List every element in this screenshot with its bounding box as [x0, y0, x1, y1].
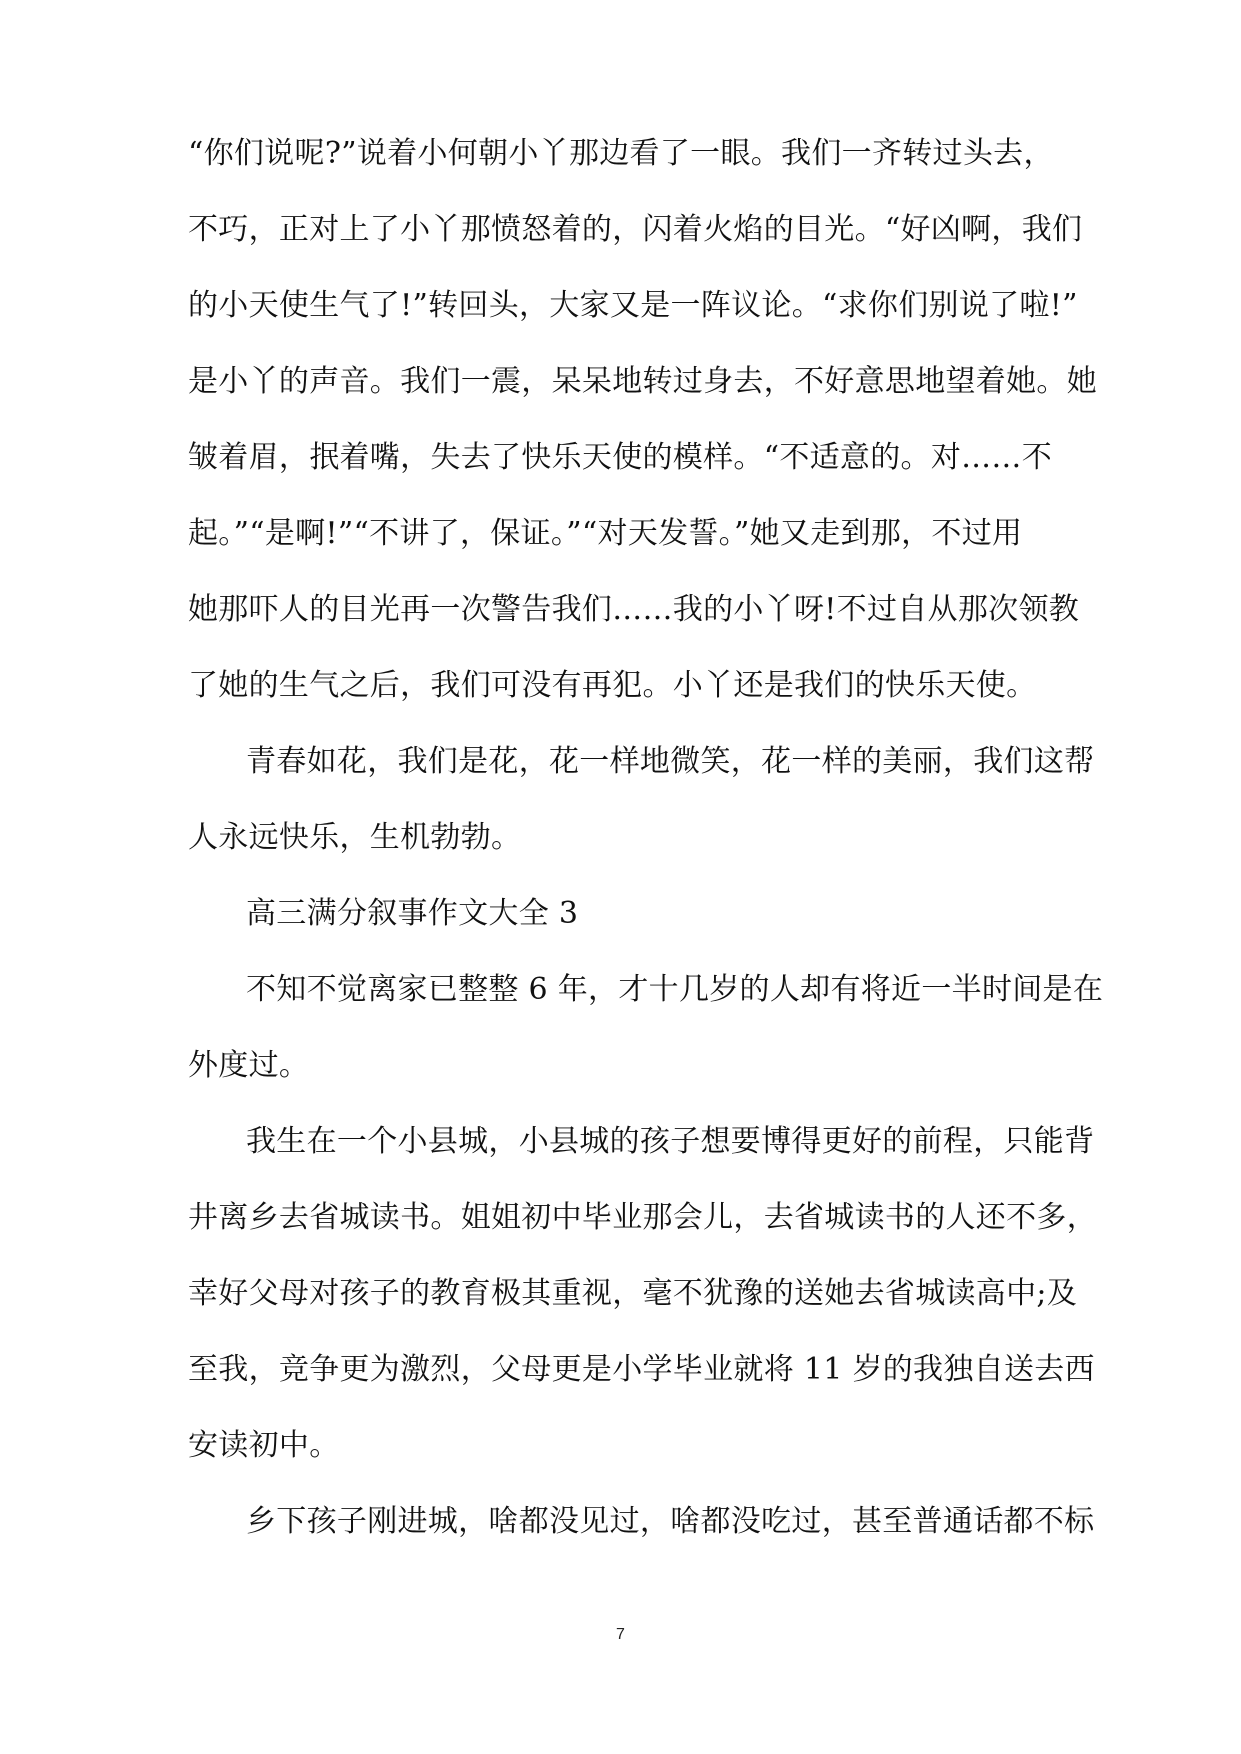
text-line: 人永远快乐，生机勃勃。 [188, 820, 522, 855]
text-line: 是小丫的声音。我们一震，呆呆地转过身去，不好意思地望着她。她 [188, 364, 1097, 399]
paragraph-start-line: 乡下孩子刚进城，啥都没见过，啥都没吃过，甚至普通话都不标 [246, 1504, 1095, 1539]
text-line: 幸好父母对孩子的教育极其重视，毫不犹豫的送她去省城读高中;及 [188, 1276, 1078, 1311]
text-line: 了她的生气之后，我们可没有再犯。小丫还是我们的快乐天使。 [188, 668, 1037, 703]
document-body [188, 134, 1104, 1578]
text-line: 起。”“是啊!”“不讲了，保证。”“对天发誓。”她又走到那，不过用 [188, 516, 1023, 551]
paragraph-start-line: 我生在一个小县城，小县城的孩子想要博得更好的前程，只能背 [246, 1124, 1095, 1159]
text-line: 安读初中。 [188, 1428, 340, 1463]
text-line: 皱着眉，抿着嘴，失去了快乐天使的模样。“不适意的。对……不 [188, 440, 1053, 475]
text-line: 不巧，正对上了小丫那愤怒着的，闪着火焰的目光。“好凶啊，我们 [188, 212, 1083, 247]
paragraph-start-line: 青春如花，我们是花，花一样地微笑，花一样的美丽，我们这帮 [246, 744, 1095, 779]
text-line: “你们说呢?”说着小何朝小丫那边看了一眼。我们一齐转过头去， [188, 136, 1054, 171]
page-number: 7 [616, 1626, 625, 1643]
text-line: 井离乡去省城读书。姐姐初中毕业那会儿，去省城读书的人还不多， [188, 1200, 1097, 1235]
text-line: 外度过。 [188, 1048, 310, 1083]
text-line: 的小天使生气了!”转回头，大家又是一阵议论。“求你们别说了啦!” [188, 288, 1078, 323]
text-line: 至我，竞争更为激烈，父母更是小学毕业就将 11 岁的我独自送去西 [188, 1352, 1095, 1387]
text-line: 她那吓人的目光再一次警告我们……我的小丫呀!不过自从那次领教 [188, 592, 1080, 627]
paragraph-start-line: 不知不觉离家已整整 6 年，才十几岁的人却有将近一半时间是在 [246, 972, 1104, 1007]
section-heading: 高三满分叙事作文大全 3 [246, 896, 579, 931]
